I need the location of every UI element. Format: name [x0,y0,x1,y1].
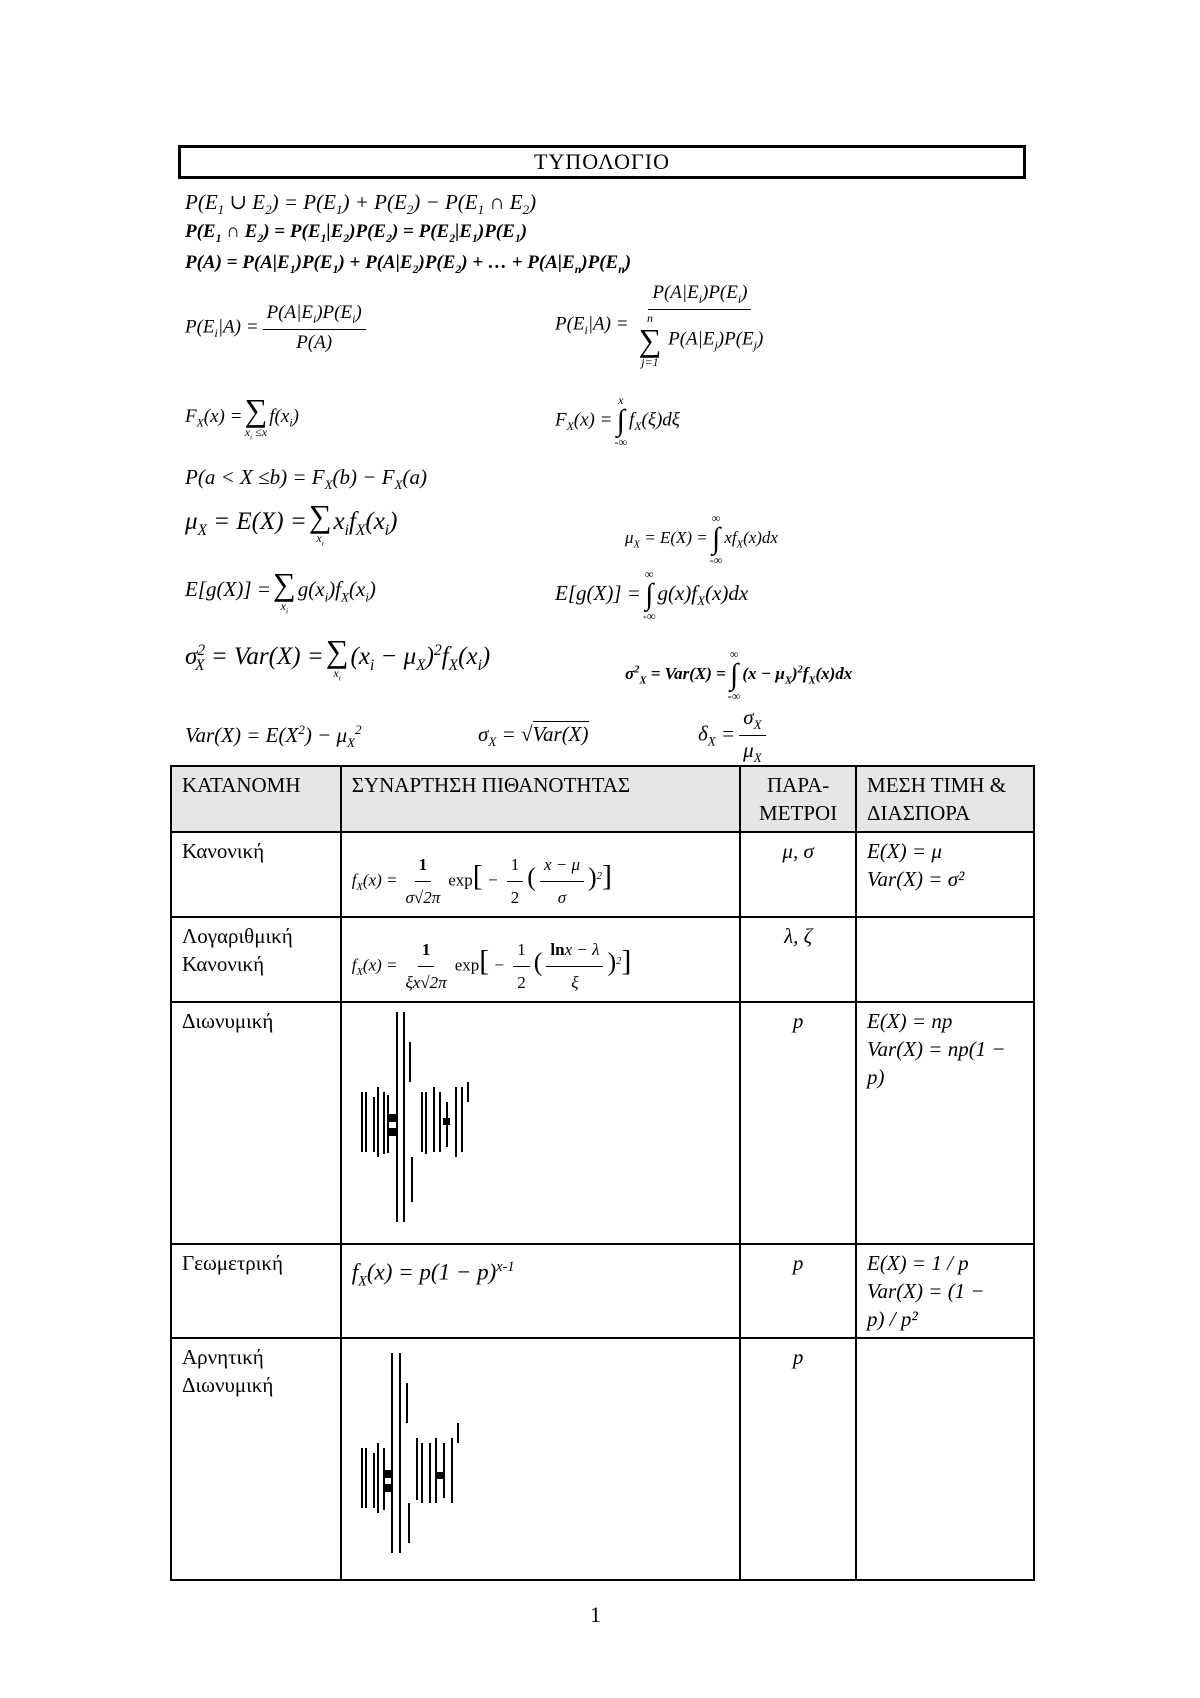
row-params: μ, σ [740,832,856,917]
formula-variance-continuous: $\sigma^2_X = Var(X)$ = ∞ ∫ -∞ $(x - \mu_X)^2f_X(x)dx$ [625,647,853,703]
header-mean-var: ΜΕΣΗ ΤΙΜΗ & ΔΙΑΣΠΟΡΑ [856,766,1034,832]
formula-variance-discrete: $\sigma^2_X = Var(X)$ = ∑ $x_i$ $(x_i - \mu_X)^2f_X(x_i)$ [185,633,491,683]
table-row [171,1002,1034,1244]
row-mean: E(X) = μ [867,839,942,863]
formula-cdf-continuous: $F_X(x)$ = x ∫ -∞ $f_X(\xi)d\xi$ [555,393,680,449]
pmf-negative-binomial-graphic [341,1338,740,1580]
formula-mean-continuous: $\mu_X = E(X)$ = ∞ ∫ -∞ $xf_X(x)dx$ [625,511,778,567]
header-distribution: ΚΑΤΑΝΟΜΗ [171,766,341,832]
formula-bayes-full: $P(E_i|A)$ = $P(A|E_i)P(E_i)$ n ∑ j=1 $P(A|E_j)P(E_j)$ [555,282,764,369]
row-name: Διωνυμική [171,1002,341,1244]
pmf-lognormal: $f_X(x)$ = $\frac{1}{\xi x√2\pi}$ exp[ − $\frac{1}{2}$ ( $\frac{\ln x - \lambda}{\xi}$ )$^2$] [341,917,740,1002]
row-mean-var [856,1002,1034,1244]
garbled-formula-graphic [352,1343,492,1563]
formula-variance-short: $Var(X) = E(X^2) - \mu_X^2$ [185,722,362,751]
row-mean: E(X) = np [867,1009,953,1033]
row-mean-var [856,832,1034,917]
row-name: Αρνητική Διωνυμική [171,1338,341,1580]
row-params: p [740,1002,856,1244]
row-var: Var(X) = np(1 − p) [867,1037,1006,1089]
row-mean-var [856,1338,1034,1580]
header-pmf: ΣΥΝΑΡΤΗΣΗ ΠΙΘΑΝΟΤΗΤΑΣ [341,766,740,832]
formula-total-probability: $P(A) = P(A|E_1)P(E_1) + P(A|E_2)P(E_2)$ + … + $P(A|E_n)P(E_n)$ [185,252,632,276]
table-row [171,1338,1034,1580]
pmf-normal: $f_X(x)$ = $\frac{1}{\sigma√2\pi}$ exp[ − $\frac{1}{2}$ ( $\frac{x - \mu}{\sigma}$ )$^2$] [341,832,740,917]
formula-bayes-short: $P(E_i|A)$ = $\frac{P(A|E_i)P(E_i)}{P(A)}$ [185,302,370,354]
formula-sigma: $\sigma_X = √Var(X)$ [478,722,589,750]
row-mean-var [856,917,1034,1002]
table-header-row [171,766,1034,832]
table-row [171,1244,1034,1338]
row-params: p [740,1338,856,1580]
row-params: p [740,1244,856,1338]
row-mean: E(X) = 1 / p [867,1251,969,1275]
formula-cdf-range: $P(a < X \le b) = F_X(b) - F_X(a)$ [185,465,427,493]
distribution-table [170,765,1035,1581]
row-var: Var(X) = (1 − p) / p² [867,1279,985,1331]
table-row [171,832,1034,917]
row-mean-var [856,1244,1034,1338]
formula-cv: $\delta_X$ = $\frac{\sigma_X}{\mu_X}$ [698,705,770,766]
formula-intersection: $P(E_1$ ∩ $E_2) = P(E_1|E_2)P(E_2) = P(E_2|E_1)P(E_1)$ [185,221,528,245]
formula-eg-continuous: E[g(X)] = ∞ ∫ -∞ $g(x)f_X(x)dx$ [555,567,749,623]
pmf-binomial-graphic [341,1002,740,1244]
formula-mean-discrete: $\mu_X = E(X)$ = ∑ $x_i$ $x_if_X(x_i)$ [185,498,398,548]
formula-eg-discrete: E[g(X)] = ∑ $x_i$ $g(x_i)f_X(x_i)$ [185,566,376,616]
header-params: ΠΑΡΑ-ΜΕΤΡΟΙ [740,766,856,832]
row-name: Κανονική [171,832,341,917]
row-name: Γεωμετρική [171,1244,341,1338]
table-row [171,917,1034,1002]
page-title: ΤΥΠΟΛΟΓΙΟ [178,145,1026,179]
row-name: Λογαριθμική Κανονική [171,917,341,1002]
formula-union: $P(E_1$ ∪ $E_2) = P(E_1) + P(E_2) - P(E_1$ ∩ $E_2$) [185,190,537,218]
formula-cdf-discrete: $F_X(x)$ = ∑ $x_i \le x$ $f(x_i)$ [185,392,299,442]
pmf-geometric: $f_X(x) = p(1 - p)^{x-1}$ [341,1244,740,1338]
row-var: Var(X) = σ² [867,867,965,891]
row-params: λ, ζ [740,917,856,1002]
page-number: 1 [590,1602,601,1627]
garbled-formula-graphic [352,1007,492,1227]
